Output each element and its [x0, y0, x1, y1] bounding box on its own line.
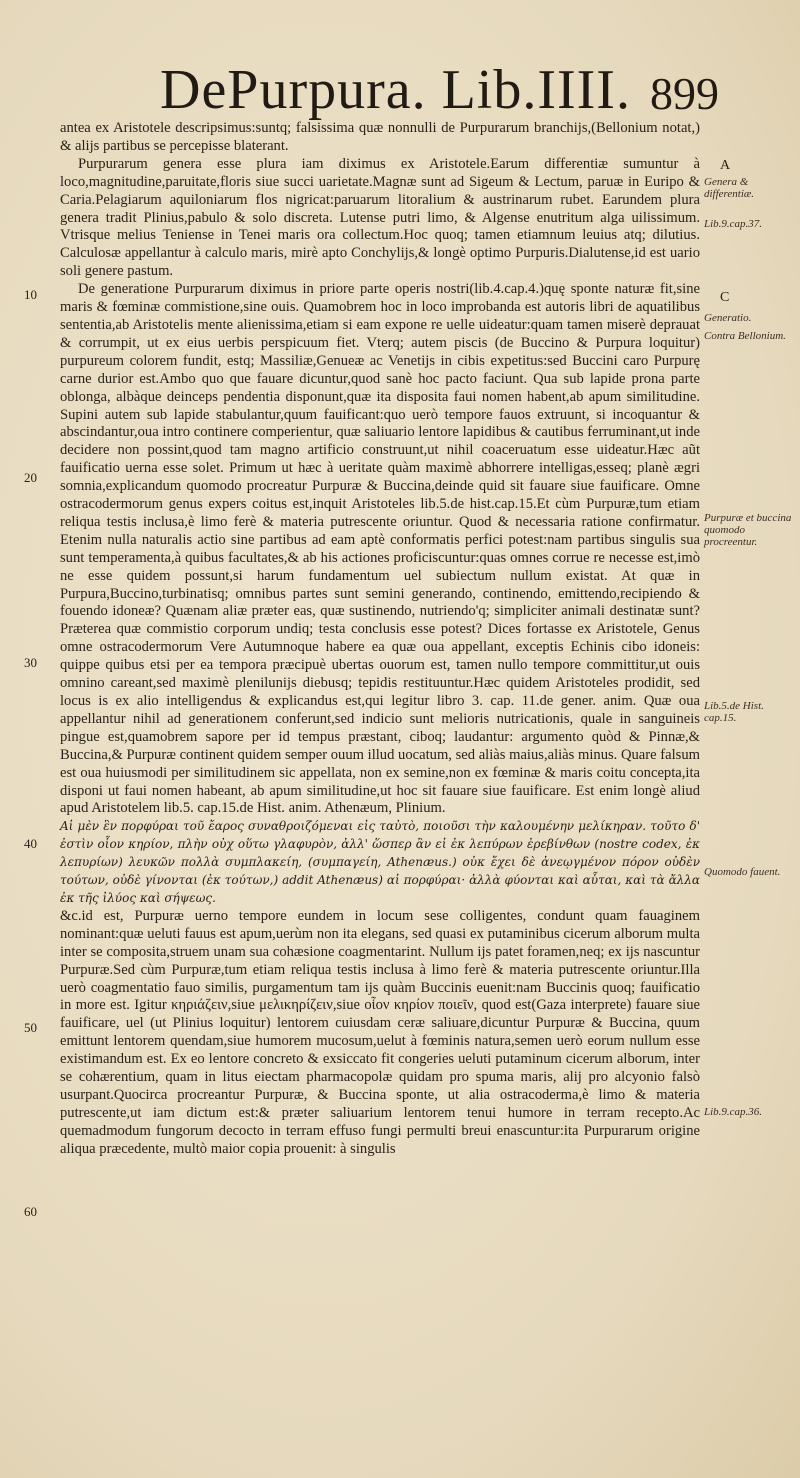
paragraph-2: Purpurarum genera esse plura iam diximus ex Aristotele.Earum differentiæ sumuntur à loco,magnitudine,paruitate,floris siue succi uarietate.Magnæ sunt ad Sigeum & Lectum, paruæ in Euripo & Caria.Pelagiarum aquiloniarum flos nigricat:paruarum litoralium & austrinarum rubet. Earundem plura genera tradit Plinius,pabulo & solo discreta. Lutense putri limo, & Algense enutritum alga uilissimum. Vtrisque melius Teniense in Tenei maris ora collectum.Hoc quoq; tamen etiamnum leuius atq; dilutius. Calculosæ appellantur à calculo maris, mirè apto Conchylijs,& longè optimo Purpuris.Dialutense,id est uario soli genere pastum.: [60, 155, 700, 280]
paragraph-3: De generatione Purpurarum diximus in priore parte operis nostri(lib.4.cap.4.)quę sponte naturæ fit,sine maris & fœminæ commistione,sine ouis. Quamobrem hoc in loco improbanda est autoris libri de aquatilibus sententia,ab Aristotelis mente alienissima,etiam si eam expone re uelle uideatur:quam tamen miserè deprauat & corrumpit, ut ex eius uerbis perspicuum fiet. Vterq; autem piscis (de Buccino & Purpura loquitur) purpureum colorem fundit, estq; Massiliæ,Genueæ ac Venetijs in cibis expetitus:sed Buccini caro Purpurę carne durior est.Ambo quo que fauare dicuntur,quod sanè hoc pacto faciunt. Qua sub lapide prona parte oblonga, albàque deinceps pendentia disponunt,quæ ita disposita faui nomen habent,ab apum similitudine. Supini autem sub lapide stabulantur,quum fauificant:quo uerò tempore fauos extruunt, si incoquantur & abscindantur,oua intro continere comperientur, quæ saliuario lentore lapidibus & cautibus ferruminant,ut inde decidere non possint,quod tam magno artificio construunt,ut nihil coaceruatum esse uideatur.Hæc aũt fauificatio uerna esse solet. Primum ut hæc à ueritate quàm maximè abhorrere intelligas,esseq; planè ægri somnia,explicandum quomodo procreatur Purpuræ & Buccina,deinde quid sit fauare siue fauificare. Omne ostracodermorum genus expers coitus est,inquit Aristoteles lib.5.de hist.cap.15.Et cùm Purpuræ,tum etiam reliqua testis inclusa,è limo ferè & materia putrescente oriuntur. Quod & necessaria ratione confirmatur. Etenim nulla naturalis actio sine partibus ad eam aptè conformatis perfici potest:nam partibus singulis sua sunt temperamenta,à quibus facultates,& ab his actiones proficiscuntur:quas omnes corrue re necesse est,imò ne esse quidem possunt,si harum fundamentum uel subiectum nullum existat. At quæ in Purpura,Buccino,turbinatisq; omnibus partes sunt semini generando, continendo, emittendo,recipiendo & fouendo idoneæ? Quænam aliæ præter eas, quæ sustinendo, nutriendo'q; simpliciter animali destinatæ sunt? Præterea quæ commistio corporum undiq; testa conclusis esse potest? Dices fortasse ex Aristotele, Genus omne ostracodermorum Vere Autumnoque habere ea quæ oua appellant, exceptis Echinis cibo idoneis: quippe quibus etsi per ea tempora præcipuè ubertas ouorum est, tamen nullo tempore committitur,ut ouis omnino careant,sed maximè plenilunijs diebusq; tepidis restituuntur.Hæc quidem Aristoteles prodidit, sed locus is ex alio intelligendus & explicandus est,qui legitur libro 3. cap. 11.de gener. anim. Quæ oua appellantur nihil ad generationem conferunt,sed indicio sunt melioris nutricationis, quale in sanguineis pingue est,quamobrem sapore per id tempus præstant, ciboq; laudantur: argumento quòd & Pinnæ,& Buccina,& Purpuræ continent quidem semper ouum illud uocatum, sed aliàs maius,aliàs minus. Quare falsum est oua huiusmodi per similitudinem sic appellata, non ex semine,non ex fœminæ & maris coitu concepta,ita disponi ut faui nomen habeant, ab apum similitudine,ut hoc sit fauare siue fauificare. Est enim longè aliud apud Aristotelem lib.5. cap.15.de Hist. anim. Athenæum, Plinium.: [60, 281, 700, 817]
line-number-60: 60: [24, 1204, 37, 1219]
margin-note-lib9-37: Lib.9.cap.37.: [704, 218, 763, 230]
margin-note-lib5-hist: Lib.5.de Hist. cap.15.: [704, 700, 764, 724]
margin-note-lib9-36: Lib.9.cap.36.: [704, 1106, 763, 1118]
margin-note-generatio: Generatio.: [704, 312, 752, 324]
line-number-30: 30: [24, 655, 37, 670]
margin-letter-c: C: [720, 290, 730, 305]
margin-note-contra-belloni: Contra Bellonium.: [704, 330, 786, 342]
margin-note-genera: Genera & differentiæ.: [704, 176, 755, 200]
line-number-50: 50: [24, 1020, 37, 1035]
margin-note-procreentur: Purpuræ et buccina quomodo procreentur.: [704, 512, 792, 548]
line-number-10: 10: [24, 287, 37, 302]
paragraph-1: antea ex Aristotele descripsimus:suntq; falsissima quæ nonnulli de Purpurarum branchijs,(Bellonium notat,) & alijs partibus se percepisse blaterant.: [60, 120, 700, 154]
paragraph-4: &c.id est, Purpuræ uerno tempore eundem in locum sese colligentes, condunt quam fauaginem nominant:quæ ueluti fauus est apum,uerùm non ita elegans, sed quasi ex putaminibus cicerum alborum multa inter se composita,struem unam sua cohæsione coagmentarint. Nullum ijs patet foramen,neq; ex ijs nascuntur Purpuræ.Sed cùm Purpuræ,tum etiam reliqua testis inclusa à limo ferè & materia putrescente oriuntur.Illa uerò coagmentatio fauo similis, purgamentum tam ijs quàm Buccinis euenit:nam Buccinis quoq; fauificatio in more est. Igitur κηριάζειν,siue μελικηρίζειν,siue οἷον κηρίον ποιεῖν, quod est(Gaza interprete) fauare siue fauificare, uel (ut Plinius loquitur) lentorem cuiusdam ceræ saliuare,dicuntur Purpuræ & Buccina, quum emittunt lentorem quendam,siue humorem mucosum,uelut à fœminis natura,semen uerò eorum nullum esse existimandum est. Ex eo lentore concreto & exsiccato fit congeries ueluti putaminum cicerum alborum, inter se cohærentium, quam in litus eiectam pharmacopolæ quidam pro spuma maris, alij pro alcyonio falsò usurpant.Quocirca procreantur Purpuræ, & Buccina sponte, ut alia ostracoderma,è limo & materia putrescente,ut iam dictum est:& præter saliuarium lentorem tenui humore in terram recepto.Ac quemadmodum fungorum decocto in terram effuso fungi permulti breui enascuntur:ita Purpurarum origine aliqua præcedente, multò maior copia prouenit: à singulis: [60, 907, 700, 1157]
main-text-column: [60, 120, 700, 1159]
margin-note-quomodo-fauent: Quomodo fauent.: [704, 866, 781, 878]
margin-letter-a: A: [720, 158, 731, 173]
page-number: 899: [650, 68, 719, 119]
page-header: [0, 58, 800, 128]
running-title: DePurpura. Lib.IIII.: [160, 59, 631, 121]
line-number-40: 40: [24, 836, 37, 851]
greek-passage: Αἱ μὲν ἓν πορφύραι τοῦ ἔαρος συναθροιζόμεναι εἰς ταὐτὸ, ποιοῦσι τὴν καλουμένην μελίκηραν. τοῦτο δ' ἐστὶν οἷον κηρίον, πλὴν οὐχ οὕτω γλαφυρὸν, ἀλλ' ὥσπερ ἂν εἰ ἐκ λεπύρων ἐρεβίνθων (nostre codex, ἐκ λεπυρίων) λευκῶν πολλὰ συμπλακείη, (συμπαγείη, Athenæus.) οὐκ ἔχει δὲ ἀνεῳγμένον πόρον οὐδὲν τούτων, οὐδὲ γίνονται (ἐκ τούτων,) addit Athenæus) αἱ πορφύραι· ἀλλὰ φύονται καὶ αὗται, καὶ τὰ ἄλλα ἐκ τῆς ἰλύος καὶ σήψεως.: [60, 819, 700, 905]
line-number-20: 20: [24, 470, 37, 485]
